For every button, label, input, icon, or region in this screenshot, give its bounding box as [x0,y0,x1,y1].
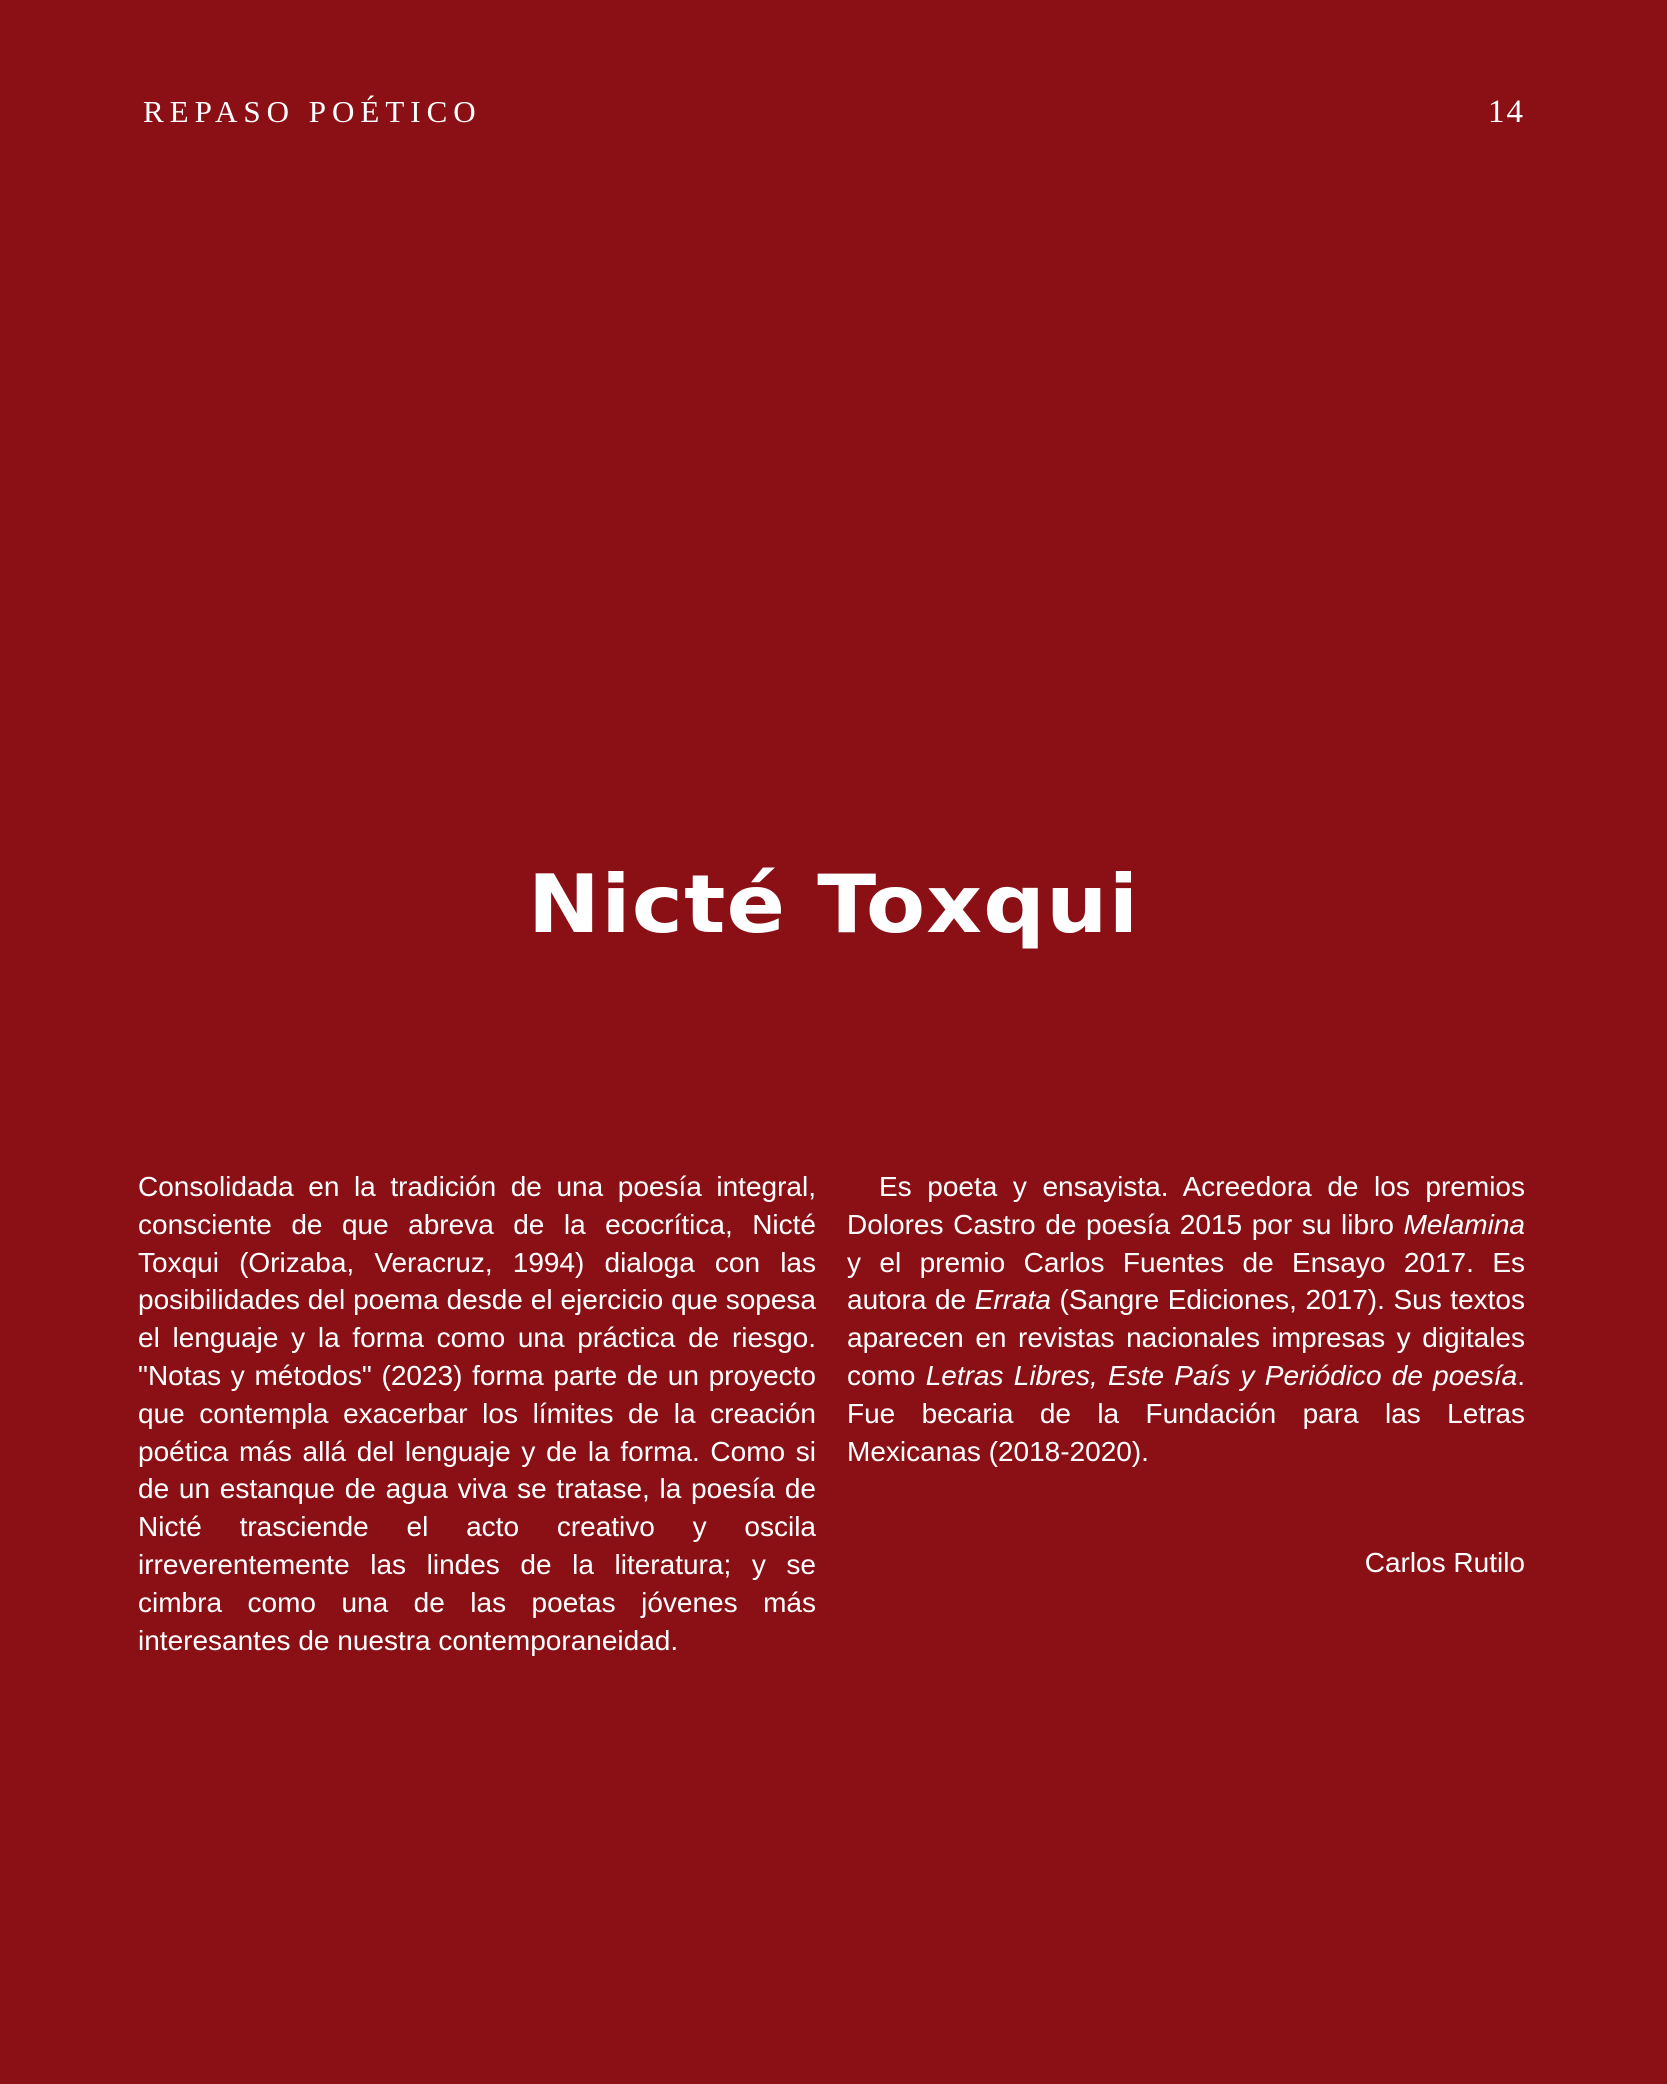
bio-text-3: (Sangre Ediciones, 2017). Sus textos aparecen en revistas nacionales impresas y digitales como [847,1284,1525,1391]
right-column [847,1168,1525,1470]
book-title-errata: Errata [974,1284,1051,1316]
bio-text-1: Es poeta y ensayista. Acreedora de los premios Dolores Castro de poesía 2015 por su libro [847,1171,1525,1240]
bio-text-4: . Fue becaria de la Fundación para las Letras Mexicanas (2018-2020). [847,1359,1525,1467]
book-title-melamina: Melamina [1403,1208,1525,1240]
left-column-paragraph: Consolidada en la tradición de una poesía integral, consciente de que abreva de la ecocrítica, Nicté Toxqui (Orizaba, Veracruz, 1994) dialoga con las posibilidades del poema desde el ejercicio que sopesa el lenguaje y la forma como una práctica de riesgo. "Notas y métodos" (2023) forma parte de un proyecto que contempla exacerbar los límites de la creación poética más allá del lenguaje y de la forma. Como si de un estanque de agua viva se tratase, la poesía de Nicté trasciende el acto creativo y oscila irreverentemente las lindes de la literatura; y se cimbra como una de las poetas jóvenes más interesantes de nuestra contemporaneidad. [138,1171,816,1656]
page-number: 14 [1488,94,1525,130]
author-signature: Carlos Rutilo [1364,1547,1525,1578]
bio-text-2: y el premio Carlos Fuentes de Ensayo 2017. Es autora de [847,1246,1525,1316]
right-column-paragraph [847,1168,1525,1470]
journal-titles: Letras Libres, Este País y Periódico de poesía [925,1359,1518,1391]
page-title: Nicté Toxqui [527,858,1140,951]
running-head-section: REPASO POÉTICO [143,94,482,129]
